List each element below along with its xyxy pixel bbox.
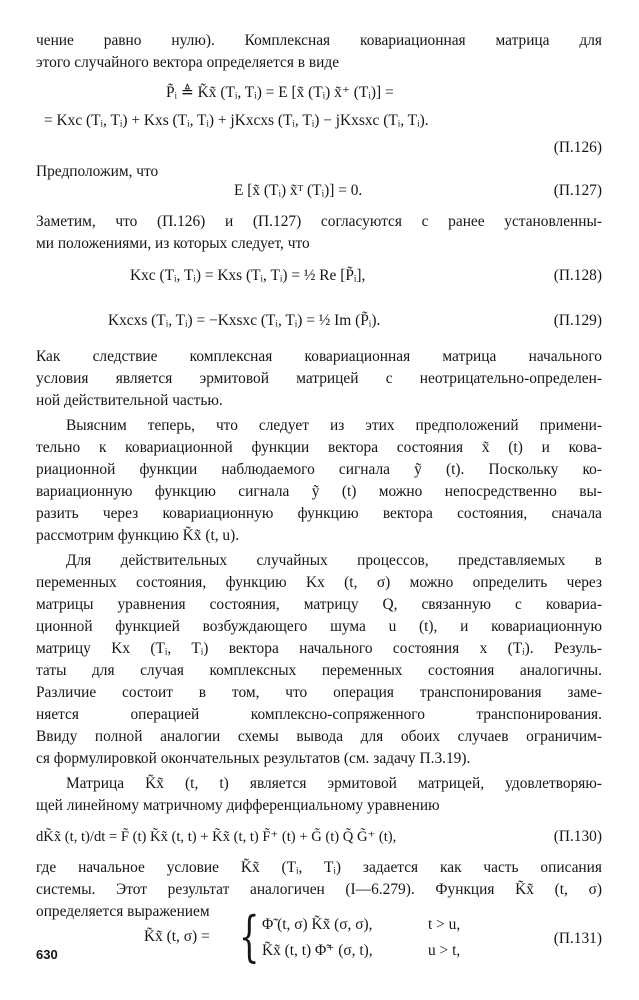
text-line: няется операцией комплексно-сопряженного транспонирования. bbox=[36, 706, 602, 723]
text-line: тельно к ковариационной функции вектора состояния x̃ (t) и кова- bbox=[36, 439, 602, 456]
text-line: риационной функции наблюдаемого сигнала ỹ (t). Поскольку ко- bbox=[36, 461, 602, 478]
text-line: Для действительных случайных процессов, представляемых в bbox=[66, 552, 602, 569]
text-line: вариационную функцию сигнала ỹ (t) можно непосредственно вы- bbox=[36, 483, 602, 500]
text-line: чение равно нулю). Комплексная ковариационная матрица для bbox=[36, 32, 602, 49]
text-line: матрицу Kx (Tᵢ, Tᵢ) вектора начального состояния x (Tᵢ). Резуль- bbox=[36, 640, 602, 657]
text-line: ся формулировкой окончательных результатов (см. задачу П.3.19). bbox=[36, 750, 471, 767]
text-line: таты для случая комплексных переменных состояния аналогичны. bbox=[36, 662, 602, 679]
equation-number-126: (П.126) bbox=[553, 139, 602, 156]
text-line: где начальное условие K̃x̃ (Tᵢ, Tᵢ) задается как часть описания bbox=[36, 859, 602, 876]
page-number: 630 bbox=[36, 947, 58, 962]
equation-127: E [x̃ (Tᵢ) x̃ᵀ (Tᵢ)] = 0. bbox=[234, 182, 363, 199]
text-line: матрицы уравнения состояния, матрицу Q, связанную с ковариа- bbox=[36, 596, 602, 613]
equation-131-case2-expr: K̃x̃ (t, t) Φ̃⁺ (σ, t), bbox=[262, 942, 373, 959]
text-line: Различие состоит в том, что операция транспонирования заме- bbox=[36, 684, 602, 701]
equation-number-131: (П.131) bbox=[553, 930, 602, 947]
text-line: Выясним теперь, что следует из этих предположений примени- bbox=[66, 417, 602, 434]
equation-131-case1-cond: t > u, bbox=[428, 916, 461, 933]
equation-126-line1: P̃ᵢ ≜ K̃x̃ (Tᵢ, Tᵢ) = E [x̃ (Tᵢ) x̃⁺ (Tᵢ)] = bbox=[166, 84, 394, 101]
text-line: этого случайного вектора определяется в виде bbox=[36, 54, 340, 71]
equation-131-lhs: K̃x̃ (t, σ) = bbox=[144, 928, 210, 945]
equation-129: Kxcxs (Tᵢ, Tᵢ) = −Kxsxc (Tᵢ, Tᵢ) = ½ Im (P̃ᵢ). bbox=[108, 312, 381, 329]
text-line: определяется выражением bbox=[36, 903, 210, 920]
equation-130: dK̃x̃ (t, t)/dt = F̃ (t) K̃x̃ (t, t) + K̃x̃ (t, t) F̃⁺ (t) + G̃ (t) Q̃ G̃⁺ (t), bbox=[36, 829, 397, 845]
text-line: системы. Этот результат аналогичен (I—6.279). Функция K̃x̃ (t, σ) bbox=[36, 881, 602, 898]
equation-131-case1-expr: Φ̃ (t, σ) K̃x̃ (σ, σ), bbox=[262, 916, 373, 933]
text-line: рассмотрим функцию K̃x̃ (t, u). bbox=[36, 527, 240, 544]
text-line: разить через ковариационную функцию вектора состояния, сначала bbox=[36, 505, 602, 522]
equation-number-130: (П.130) bbox=[553, 828, 602, 845]
text-line: ми положениями, из которых следует, что bbox=[36, 235, 310, 252]
equation-number-127: (П.127) bbox=[553, 182, 602, 199]
cases-brace: { bbox=[238, 905, 260, 968]
text-line: Матрица K̃x̃ (t, t) является эрмитовой матрицей, удовлетворяю- bbox=[66, 775, 602, 792]
text-line: щей линейному матричному дифференциальному уравнению bbox=[36, 797, 440, 814]
equation-128: Kxc (Tᵢ, Tᵢ) = Kxs (Tᵢ, Tᵢ) = ½ Re [P̃ᵢ], bbox=[130, 267, 366, 284]
text-line: Предположим, что bbox=[36, 163, 159, 180]
text-line: условия является эрмитовой матрицей с неотрицательно-определен- bbox=[36, 370, 602, 387]
equation-126-line2: = Kxc (Tᵢ, Tᵢ) + Kxs (Tᵢ, Tᵢ) + jKxcxs (Tᵢ, Tᵢ) − jKxsxc (Tᵢ, Tᵢ). bbox=[44, 112, 429, 129]
equation-131-case2-cond: u > t, bbox=[428, 942, 461, 959]
text-line: ной действительной частью. bbox=[36, 392, 223, 409]
text-line: Ввиду полной аналогии схемы вывода для обоих случаев ограничим- bbox=[36, 728, 602, 745]
equation-number-129: (П.129) bbox=[553, 312, 602, 329]
equation-number-128: (П.128) bbox=[553, 267, 602, 284]
text-line: Заметим, что (П.126) и (П.127) согласуются с ранее установленны- bbox=[36, 213, 602, 230]
text-line: переменных состояния, функцию Kx (t, σ) можно определить через bbox=[36, 574, 602, 591]
text-line: Как следствие комплексная ковариационная матрица начального bbox=[36, 348, 602, 365]
text-line: ционной функцией возбуждающего шума u (t), и ковариационную bbox=[36, 618, 602, 635]
